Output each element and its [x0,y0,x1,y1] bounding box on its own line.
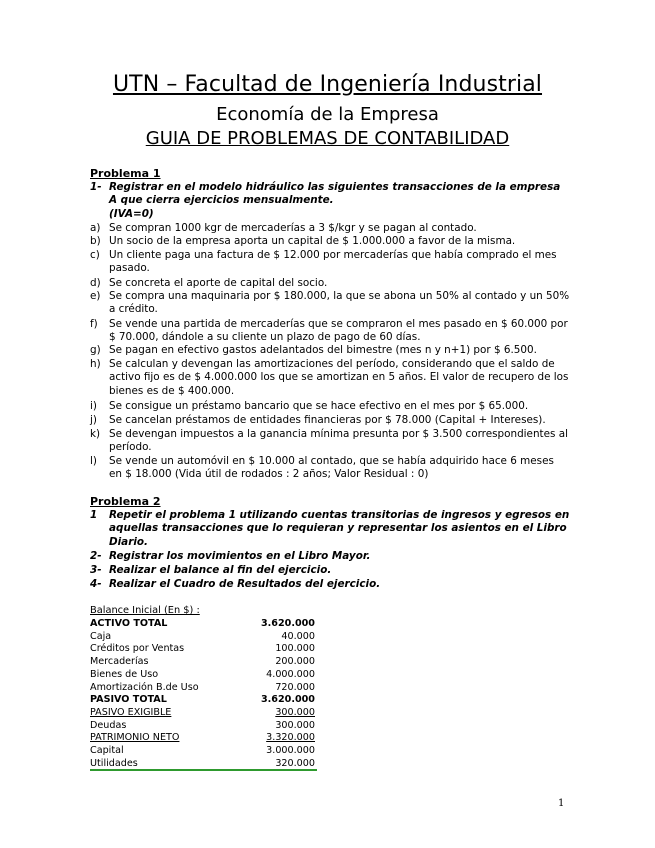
instruction-label: 1- [90,181,102,193]
page-number: 1 [558,798,565,809]
list-item: 4- Realizar el Cuadro de Resultados del ejercicio. [90,578,381,590]
table-row: Utilidades 320.000 [90,757,315,769]
list-item: f) Se vende una partida de mercaderías que se compraron el mes pasado en $ 60.000 por $ 70.000, dándole a su cliente un plazo de pago de 60 días. [90,318,568,344]
list-item: a) Se compran 1000 kgr de mercaderías a 3 $/kgr y se pagan al contado. [90,222,477,234]
list-item: g) Se pagan en efectivo gastos adelantados del bimestre (mes n y n+1) por $ 6.500. [90,344,537,356]
list-item: h) Se calculan y devengan las amortizaciones del período, considerando que el saldo de activo fijo es de $ 4.000.000 los que se amortizan en 5 años. El valor de recupero de los bienes es de $ 400.000. [90,358,569,397]
table-row: Mercaderías 200.000 [90,656,315,668]
list-item: 3- Realizar el balance al fin del ejercicio. [90,564,332,576]
page-subtitle: Economía de la Empresa [216,104,439,125]
list-item: e) Se compra una maquinaria por $ 180.000, la que se abona un 50% al contado y un 50% a crédito. [90,290,570,316]
table-bottom-border [90,769,317,771]
list-item: 1 Repetir el problema 1 utilizando cuentas transitorias de ingresos y egresos en aquellas transacciones que lo requieran y representar los asientos en el Libro Diario. [90,509,570,548]
guide-title: GUIA DE PROBLEMAS DE CONTABILIDAD [145,128,510,149]
table-row: Caja 40.000 [90,630,315,642]
problema-1-title: Problema 1 [90,167,161,180]
balance-table [90,618,315,770]
list-item: c) Un cliente paga una factura de $ 12.000 por mercaderías que había comprado el mes pasado. [90,249,557,275]
list-item: b) Un socio de la empresa aporta un capital de $ 1.000.000 a favor de la misma. [90,235,516,247]
table-row: Créditos por Ventas 100.000 [90,643,315,655]
list-item: 2- Registrar los movimientos en el Libro Mayor. [90,550,371,562]
table-row: PASIVO TOTAL 3.620.000 [90,694,315,706]
problema-1-instruction [90,181,570,221]
list-item: j) Se cancelan préstamos de entidades financieras por $ 78.000 (Capital + Intereses). [90,414,546,426]
table-row: PASIVO EXIGIBLE 300.000 [90,706,315,718]
list-item: k) Se devengan impuestos a la ganancia mínima presunta por $ 3.500 correspondientes al período. [90,428,568,454]
page-title: UTN – Facultad de Ingeniería Industrial [112,72,543,97]
table-row: ACTIVO TOTAL 3.620.000 [90,618,315,629]
list-item: l) Se vende un automóvil en $ 10.000 al contado, que se había adquirido hace 6 meses en $ 18.000 (Vida útil de rodados : 2 años; Valor Residual : 0) [90,455,554,481]
table-row: Amortización B.de Uso 720.000 [90,681,315,693]
balance-title: Balance Inicial (En $) : [90,605,200,616]
table-row: Bienes de Uso 4.000.000 [90,668,315,680]
iva-note: (IVA=0) [109,207,154,220]
table-row: Deudas 300.000 [90,719,315,731]
instruction-text: Registrar en el modelo hidráulico las siguientes transacciones de la empresa A que cierra ejercicios mensualmente. [109,181,561,207]
list-item: i) Se consigue un préstamo bancario que se hace efectivo en el mes por $ 65.000. [90,400,529,412]
table-row: Capital 3.000.000 [90,745,315,757]
table-row: PATRIMONIO NETO 3.320.000 [90,732,315,744]
problema-2-title: Problema 2 [90,495,161,508]
list-item: d) Se concreta el aporte de capital del socio. [90,277,328,289]
